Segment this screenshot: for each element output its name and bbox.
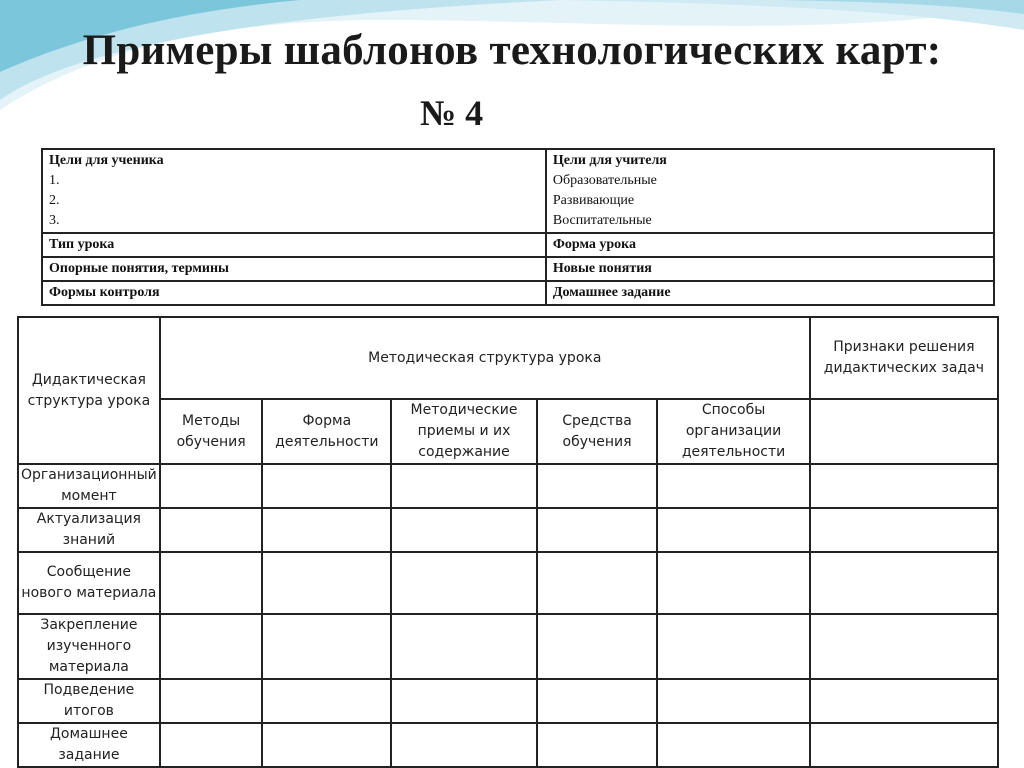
signs-header: Признаки решения дидактических задач	[810, 317, 998, 399]
empty-cell	[657, 552, 809, 614]
empty-cell	[391, 552, 537, 614]
empty-cell	[391, 679, 537, 723]
page-title: Примеры шаблонов технологических карт:	[82, 27, 942, 74]
homework-cell	[546, 281, 994, 305]
table-row	[42, 281, 994, 305]
empty-cell	[810, 552, 998, 614]
empty-cell	[262, 679, 391, 723]
lesson-form-label: Форма урока	[552, 237, 637, 252]
empty-cell	[160, 508, 263, 552]
control-forms-label: Формы контроля	[49, 285, 160, 300]
lesson-type-cell	[42, 233, 546, 257]
empty-cell	[537, 464, 657, 508]
column-header: Средства обучения	[537, 399, 657, 464]
teacher-goals-cell	[546, 149, 994, 233]
empty-cell	[810, 723, 998, 767]
key-concepts-label: Опорные понятия, термины	[49, 261, 229, 276]
teacher-goal-item: Воспитательные	[552, 213, 652, 228]
empty-cell	[537, 614, 657, 679]
empty-cell	[262, 508, 391, 552]
empty-cell	[537, 552, 657, 614]
table-row	[18, 679, 998, 723]
table-row	[42, 257, 994, 281]
new-concepts-cell	[546, 257, 994, 281]
student-goals-label: Цели для ученика	[49, 153, 164, 168]
homework-label: Домашнее задание	[552, 285, 671, 300]
empty-cell	[262, 552, 391, 614]
template-number: № 4	[420, 93, 484, 133]
empty-cell	[391, 723, 537, 767]
student-goals-cell	[42, 149, 546, 233]
empty-cell	[537, 679, 657, 723]
empty-cell	[391, 508, 537, 552]
table-row	[18, 464, 998, 508]
empty-cell	[810, 614, 998, 679]
student-goal-item: 3.	[49, 213, 60, 228]
new-concepts-label: Новые понятия	[552, 261, 652, 276]
stage-label: Сообщение нового материала	[18, 552, 160, 614]
column-header: Форма деятельности	[262, 399, 391, 464]
empty-cell	[657, 614, 809, 679]
table-row	[18, 614, 998, 679]
empty-cell	[657, 723, 809, 767]
empty-cell	[160, 552, 263, 614]
column-header: Способы организации деятельности	[657, 399, 809, 464]
table-row	[18, 552, 998, 614]
empty-cell	[537, 508, 657, 552]
table-row	[42, 233, 994, 257]
table-row	[18, 508, 998, 552]
teacher-goal-item: Образовательные	[552, 173, 657, 188]
teacher-goal-item: Развивающие	[552, 193, 635, 208]
empty-cell	[160, 723, 263, 767]
stage-label: Актуализация знаний	[18, 508, 160, 552]
empty-cell	[810, 399, 998, 464]
column-header: Методы обучения	[160, 399, 263, 464]
methodic-structure-header: Методическая структура урока	[160, 317, 810, 399]
stage-label: Организационный момент	[18, 464, 160, 508]
empty-cell	[810, 508, 998, 552]
empty-cell	[262, 464, 391, 508]
lesson-structure-table	[17, 316, 999, 768]
empty-cell	[657, 464, 809, 508]
table-subheader-row	[18, 399, 998, 464]
goals-table	[41, 148, 995, 306]
key-concepts-cell	[42, 257, 546, 281]
lesson-form-cell	[546, 233, 994, 257]
stage-label: Закрепление изученного материала	[18, 614, 160, 679]
empty-cell	[810, 464, 998, 508]
teacher-goals-label: Цели для учителя	[552, 153, 667, 168]
control-forms-cell	[42, 281, 546, 305]
table-header-row	[18, 317, 998, 399]
empty-cell	[537, 723, 657, 767]
empty-cell	[657, 679, 809, 723]
table-row	[18, 723, 998, 767]
stage-label: Домашнее задание	[18, 723, 160, 767]
empty-cell	[262, 723, 391, 767]
empty-cell	[160, 679, 263, 723]
column-header: Методические приемы и их содержание	[391, 399, 537, 464]
student-goal-item: 1.	[49, 173, 60, 188]
empty-cell	[657, 508, 809, 552]
lesson-type-label: Тип урока	[49, 237, 115, 252]
student-goal-item: 2.	[49, 193, 60, 208]
empty-cell	[391, 464, 537, 508]
empty-cell	[810, 679, 998, 723]
didactic-structure-header: Дидактическая структура урока	[18, 317, 160, 464]
table-row	[42, 149, 994, 233]
empty-cell	[391, 614, 537, 679]
stage-label: Подведение итогов	[18, 679, 160, 723]
empty-cell	[160, 614, 263, 679]
empty-cell	[262, 614, 391, 679]
empty-cell	[160, 464, 263, 508]
